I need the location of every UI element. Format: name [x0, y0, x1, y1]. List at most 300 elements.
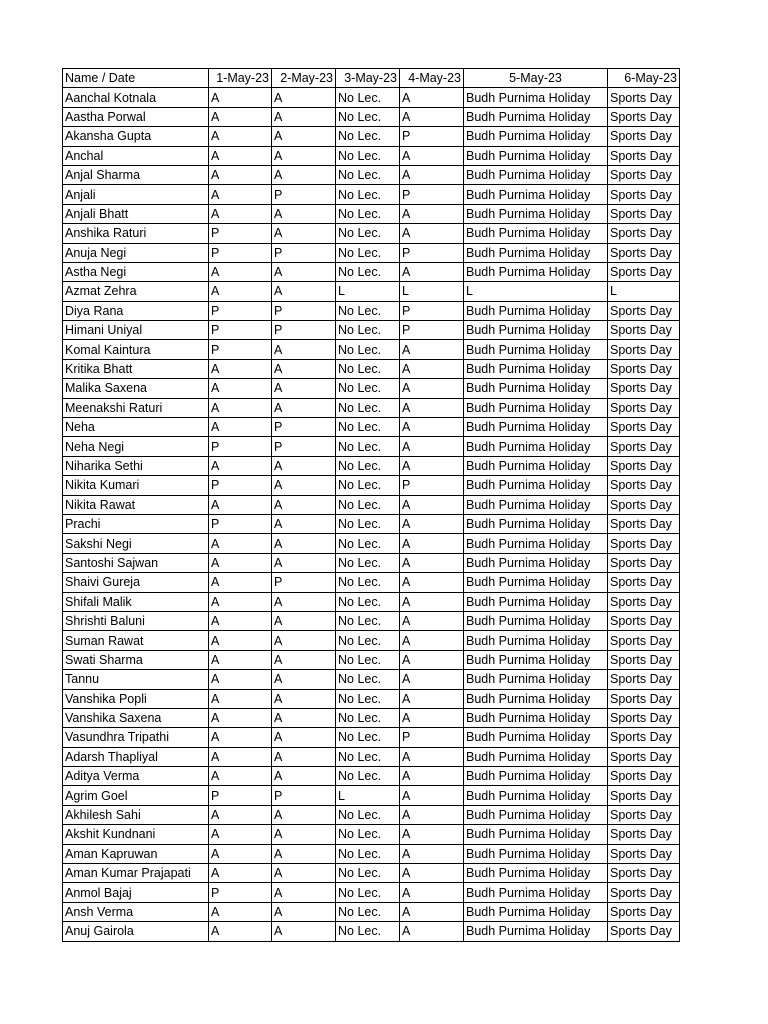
attendance-cell: No Lec. [336, 127, 400, 146]
attendance-cell: Budh Purnima Holiday [464, 650, 608, 669]
attendance-cell: No Lec. [336, 747, 400, 766]
attendance-cell: Sports Day [608, 418, 680, 437]
table-row [63, 321, 680, 340]
attendance-cell: Budh Purnima Holiday [464, 321, 608, 340]
table-row [63, 747, 680, 766]
table-row [63, 592, 680, 611]
attendance-cell: P [400, 127, 464, 146]
attendance-cell: Sports Day [608, 204, 680, 223]
attendance-cell: Sports Day [608, 825, 680, 844]
attendance-cell: A [400, 553, 464, 572]
attendance-cell: P [272, 185, 336, 204]
attendance-cell: Sports Day [608, 747, 680, 766]
attendance-cell: A [209, 418, 272, 437]
attendance-cell: A [209, 805, 272, 824]
attendance-cell: A [400, 883, 464, 902]
attendance-cell: A [272, 146, 336, 165]
attendance-cell: A [400, 418, 464, 437]
student-name-cell: Anshika Raturi [63, 224, 209, 243]
table-row [63, 88, 680, 107]
student-name-cell: Anchal [63, 146, 209, 165]
attendance-cell: A [209, 573, 272, 592]
attendance-cell: P [209, 883, 272, 902]
attendance-cell: A [209, 844, 272, 863]
attendance-cell: A [400, 437, 464, 456]
header-date: 5-May-23 [464, 69, 608, 88]
attendance-cell: A [272, 767, 336, 786]
attendance-cell: A [400, 902, 464, 921]
attendance-cell: No Lec. [336, 573, 400, 592]
table-row [63, 864, 680, 883]
attendance-cell: Budh Purnima Holiday [464, 262, 608, 281]
table-row [63, 224, 680, 243]
attendance-cell: P [400, 476, 464, 495]
attendance-cell: A [209, 670, 272, 689]
attendance-cell: Sports Day [608, 398, 680, 417]
attendance-cell: Sports Day [608, 514, 680, 533]
attendance-cell: No Lec. [336, 514, 400, 533]
attendance-cell: Budh Purnima Holiday [464, 301, 608, 320]
attendance-cell: No Lec. [336, 592, 400, 611]
attendance-cell: Budh Purnima Holiday [464, 728, 608, 747]
attendance-cell: P [209, 321, 272, 340]
student-name-cell: Azmat Zehra [63, 282, 209, 301]
table-row [63, 340, 680, 359]
attendance-cell: A [400, 456, 464, 475]
student-name-cell: Suman Rawat [63, 631, 209, 650]
attendance-cell: P [272, 301, 336, 320]
attendance-cell: A [400, 204, 464, 223]
attendance-cell: Sports Day [608, 650, 680, 669]
table-row [63, 611, 680, 630]
table-row [63, 728, 680, 747]
attendance-cell: Budh Purnima Holiday [464, 553, 608, 572]
attendance-cell: A [400, 534, 464, 553]
table-row [63, 573, 680, 592]
attendance-cell: Sports Day [608, 359, 680, 378]
attendance-cell: Sports Day [608, 185, 680, 204]
table-row [63, 883, 680, 902]
attendance-cell: P [272, 573, 336, 592]
attendance-cell: Sports Day [608, 805, 680, 824]
attendance-cell: A [400, 650, 464, 669]
attendance-cell: Budh Purnima Holiday [464, 670, 608, 689]
attendance-cell: Sports Day [608, 456, 680, 475]
header-date: 2-May-23 [272, 69, 336, 88]
attendance-cell: Sports Day [608, 611, 680, 630]
attendance-cell: P [400, 185, 464, 204]
attendance-cell: A [272, 902, 336, 921]
student-name-cell: Himani Uniyal [63, 321, 209, 340]
attendance-cell: A [272, 379, 336, 398]
student-name-cell: Malika Saxena [63, 379, 209, 398]
table-row [63, 165, 680, 184]
attendance-cell: Sports Day [608, 340, 680, 359]
attendance-cell: P [209, 301, 272, 320]
attendance-cell: A [400, 398, 464, 417]
attendance-cell: P [400, 728, 464, 747]
attendance-cell: Sports Day [608, 592, 680, 611]
attendance-cell: Budh Purnima Holiday [464, 883, 608, 902]
attendance-cell: Budh Purnima Holiday [464, 825, 608, 844]
attendance-cell: No Lec. [336, 418, 400, 437]
attendance-cell: Sports Day [608, 437, 680, 456]
attendance-cell: A [209, 146, 272, 165]
student-name-cell: Anuj Gairola [63, 922, 209, 941]
attendance-cell: No Lec. [336, 631, 400, 650]
attendance-cell: Sports Day [608, 631, 680, 650]
table-row [63, 902, 680, 921]
attendance-cell: A [272, 282, 336, 301]
table-row [63, 243, 680, 262]
attendance-cell: A [272, 611, 336, 630]
attendance-cell: P [209, 514, 272, 533]
attendance-cell: No Lec. [336, 825, 400, 844]
attendance-cell: Budh Purnima Holiday [464, 437, 608, 456]
attendance-cell: Sports Day [608, 379, 680, 398]
header-date: 6-May-23 [608, 69, 680, 88]
attendance-cell: Sports Day [608, 88, 680, 107]
attendance-cell: Sports Day [608, 127, 680, 146]
attendance-cell: No Lec. [336, 689, 400, 708]
attendance-cell: A [209, 825, 272, 844]
student-name-cell: Swati Sharma [63, 650, 209, 669]
attendance-cell: A [209, 398, 272, 417]
attendance-cell: Budh Purnima Holiday [464, 224, 608, 243]
attendance-cell: A [400, 107, 464, 126]
attendance-cell: A [400, 670, 464, 689]
attendance-cell: No Lec. [336, 534, 400, 553]
attendance-cell: Budh Purnima Holiday [464, 165, 608, 184]
attendance-cell: A [400, 514, 464, 533]
attendance-cell: No Lec. [336, 767, 400, 786]
attendance-cell: A [400, 825, 464, 844]
attendance-cell: A [272, 456, 336, 475]
attendance-cell: A [400, 631, 464, 650]
attendance-cell: Budh Purnima Holiday [464, 864, 608, 883]
attendance-table [62, 68, 680, 942]
attendance-cell: A [400, 88, 464, 107]
attendance-cell: A [209, 262, 272, 281]
attendance-cell: L [400, 282, 464, 301]
attendance-cell: A [272, 922, 336, 941]
attendance-cell: No Lec. [336, 262, 400, 281]
attendance-cell: A [400, 844, 464, 863]
attendance-cell: A [272, 650, 336, 669]
student-name-cell: Akshit Kundnani [63, 825, 209, 844]
attendance-cell: No Lec. [336, 728, 400, 747]
table-row [63, 127, 680, 146]
attendance-cell: A [272, 165, 336, 184]
attendance-cell: No Lec. [336, 398, 400, 417]
header-row [63, 69, 680, 88]
attendance-cell: Sports Day [608, 670, 680, 689]
attendance-cell: Budh Purnima Holiday [464, 747, 608, 766]
attendance-cell: A [209, 747, 272, 766]
header-date: 4-May-23 [400, 69, 464, 88]
attendance-cell: Sports Day [608, 573, 680, 592]
attendance-cell: A [400, 805, 464, 824]
attendance-cell: A [272, 476, 336, 495]
table-row [63, 786, 680, 805]
table-body [63, 88, 680, 941]
attendance-cell: A [272, 592, 336, 611]
attendance-cell: No Lec. [336, 883, 400, 902]
table-row [63, 844, 680, 863]
attendance-cell: P [272, 437, 336, 456]
student-name-cell: Astha Negi [63, 262, 209, 281]
attendance-cell: Sports Day [608, 864, 680, 883]
attendance-cell: A [209, 185, 272, 204]
attendance-cell: A [209, 534, 272, 553]
attendance-cell: No Lec. [336, 88, 400, 107]
attendance-cell: A [400, 786, 464, 805]
student-name-cell: Aastha Porwal [63, 107, 209, 126]
student-name-cell: Vanshika Popli [63, 689, 209, 708]
table-row [63, 379, 680, 398]
student-name-cell: Aman Kapruwan [63, 844, 209, 863]
attendance-cell: No Lec. [336, 107, 400, 126]
student-name-cell: Anjali [63, 185, 209, 204]
attendance-cell: A [400, 689, 464, 708]
attendance-cell: No Lec. [336, 379, 400, 398]
attendance-cell: A [272, 398, 336, 417]
attendance-cell: A [209, 107, 272, 126]
header-date: 3-May-23 [336, 69, 400, 88]
attendance-cell: Budh Purnima Holiday [464, 146, 608, 165]
attendance-cell: P [272, 243, 336, 262]
student-name-cell: Meenakshi Raturi [63, 398, 209, 417]
attendance-cell: A [272, 224, 336, 243]
attendance-cell: Sports Day [608, 476, 680, 495]
student-name-cell: Komal Kaintura [63, 340, 209, 359]
attendance-cell: Budh Purnima Holiday [464, 243, 608, 262]
table-row [63, 553, 680, 572]
attendance-cell: Sports Day [608, 708, 680, 727]
attendance-cell: A [400, 359, 464, 378]
attendance-cell: A [272, 553, 336, 572]
attendance-cell: No Lec. [336, 165, 400, 184]
attendance-cell: Budh Purnima Holiday [464, 204, 608, 223]
attendance-cell: No Lec. [336, 902, 400, 921]
attendance-cell: Budh Purnima Holiday [464, 573, 608, 592]
attendance-cell: A [272, 127, 336, 146]
student-name-cell: Adarsh Thapliyal [63, 747, 209, 766]
student-name-cell: Diya Rana [63, 301, 209, 320]
attendance-cell: L [336, 282, 400, 301]
attendance-cell: No Lec. [336, 204, 400, 223]
attendance-cell: A [400, 708, 464, 727]
student-name-cell: Neha Negi [63, 437, 209, 456]
attendance-cell: A [209, 650, 272, 669]
attendance-cell: Budh Purnima Holiday [464, 127, 608, 146]
attendance-cell: A [209, 592, 272, 611]
attendance-cell: Sports Day [608, 844, 680, 863]
attendance-cell: A [209, 379, 272, 398]
attendance-cell: No Lec. [336, 922, 400, 941]
table-row [63, 301, 680, 320]
attendance-cell: A [272, 204, 336, 223]
attendance-cell: A [400, 592, 464, 611]
attendance-cell: A [272, 107, 336, 126]
attendance-cell: A [272, 534, 336, 553]
table-row [63, 146, 680, 165]
attendance-cell: A [209, 553, 272, 572]
attendance-cell: A [272, 88, 336, 107]
table-row [63, 262, 680, 281]
attendance-cell: A [209, 204, 272, 223]
student-name-cell: Vasundhra Tripathi [63, 728, 209, 747]
attendance-cell: No Lec. [336, 495, 400, 514]
table-row [63, 107, 680, 126]
student-name-cell: Aman Kumar Prajapati [63, 864, 209, 883]
student-name-cell: Neha [63, 418, 209, 437]
student-name-cell: Ansh Verma [63, 902, 209, 921]
student-name-cell: Anjali Bhatt [63, 204, 209, 223]
attendance-cell: No Lec. [336, 864, 400, 883]
attendance-cell: Sports Day [608, 107, 680, 126]
attendance-cell: A [209, 127, 272, 146]
attendance-cell: Sports Day [608, 262, 680, 281]
attendance-cell: A [209, 767, 272, 786]
attendance-cell: A [209, 282, 272, 301]
attendance-cell: A [272, 670, 336, 689]
table-row [63, 495, 680, 514]
attendance-cell: A [272, 495, 336, 514]
attendance-cell: P [400, 301, 464, 320]
attendance-cell: No Lec. [336, 146, 400, 165]
student-name-cell: Prachi [63, 514, 209, 533]
student-name-cell: Tannu [63, 670, 209, 689]
attendance-cell: No Lec. [336, 243, 400, 262]
table-row [63, 282, 680, 301]
attendance-cell: A [209, 902, 272, 921]
attendance-cell: Sports Day [608, 728, 680, 747]
attendance-cell: A [209, 708, 272, 727]
attendance-cell: No Lec. [336, 185, 400, 204]
attendance-cell: Budh Purnima Holiday [464, 786, 608, 805]
attendance-cell: A [272, 747, 336, 766]
attendance-cell: Budh Purnima Holiday [464, 922, 608, 941]
attendance-cell: P [272, 786, 336, 805]
attendance-cell: Budh Purnima Holiday [464, 844, 608, 863]
table-row [63, 437, 680, 456]
attendance-cell: A [272, 805, 336, 824]
attendance-cell: Budh Purnima Holiday [464, 592, 608, 611]
attendance-cell: Sports Day [608, 165, 680, 184]
attendance-cell: Budh Purnima Holiday [464, 88, 608, 107]
attendance-cell: Sports Day [608, 553, 680, 572]
table-row [63, 805, 680, 824]
attendance-cell: No Lec. [336, 321, 400, 340]
student-name-cell: Santoshi Sajwan [63, 553, 209, 572]
attendance-cell: Sports Day [608, 902, 680, 921]
attendance-cell: A [272, 728, 336, 747]
attendance-cell: A [209, 359, 272, 378]
table-row [63, 534, 680, 553]
attendance-cell: No Lec. [336, 650, 400, 669]
student-name-cell: Agrim Goel [63, 786, 209, 805]
table-row [63, 456, 680, 475]
attendance-cell: A [209, 456, 272, 475]
attendance-cell: L [608, 282, 680, 301]
attendance-cell: A [400, 165, 464, 184]
attendance-cell: No Lec. [336, 805, 400, 824]
student-name-cell: Akansha Gupta [63, 127, 209, 146]
attendance-cell: No Lec. [336, 670, 400, 689]
attendance-cell: A [209, 611, 272, 630]
attendance-cell: A [272, 631, 336, 650]
attendance-cell: L [464, 282, 608, 301]
attendance-cell: A [209, 88, 272, 107]
table-row [63, 922, 680, 941]
student-name-cell: Anuja Negi [63, 243, 209, 262]
attendance-cell: Budh Purnima Holiday [464, 534, 608, 553]
attendance-cell: Sports Day [608, 534, 680, 553]
attendance-cell: Budh Purnima Holiday [464, 340, 608, 359]
attendance-cell: Budh Purnima Holiday [464, 379, 608, 398]
student-name-cell: Nikita Rawat [63, 495, 209, 514]
attendance-cell: A [272, 359, 336, 378]
attendance-cell: A [209, 864, 272, 883]
attendance-cell: Sports Day [608, 146, 680, 165]
attendance-cell: A [272, 883, 336, 902]
attendance-cell: Budh Purnima Holiday [464, 398, 608, 417]
student-name-cell: Aanchal Kotnala [63, 88, 209, 107]
attendance-cell: A [209, 922, 272, 941]
attendance-cell: P [209, 340, 272, 359]
student-name-cell: Shrishti Baluni [63, 611, 209, 630]
table-row [63, 514, 680, 533]
table-row [63, 418, 680, 437]
attendance-cell: P [272, 321, 336, 340]
attendance-cell: P [272, 418, 336, 437]
attendance-cell: A [272, 340, 336, 359]
student-name-cell: Vanshika Saxena [63, 708, 209, 727]
attendance-cell: Sports Day [608, 786, 680, 805]
attendance-cell: Sports Day [608, 243, 680, 262]
student-name-cell: Anjal Sharma [63, 165, 209, 184]
attendance-cell: Sports Day [608, 321, 680, 340]
attendance-cell: No Lec. [336, 553, 400, 572]
table-row [63, 767, 680, 786]
table-row [63, 689, 680, 708]
attendance-cell: Sports Day [608, 767, 680, 786]
header-name-date: Name / Date [63, 69, 209, 88]
student-name-cell: Sakshi Negi [63, 534, 209, 553]
attendance-cell: Sports Day [608, 922, 680, 941]
attendance-cell: Budh Purnima Holiday [464, 418, 608, 437]
attendance-cell: A [400, 611, 464, 630]
table-row [63, 204, 680, 223]
attendance-cell: Budh Purnima Holiday [464, 514, 608, 533]
student-name-cell: Niharika Sethi [63, 456, 209, 475]
attendance-cell: No Lec. [336, 359, 400, 378]
attendance-cell: A [400, 224, 464, 243]
attendance-cell: P [209, 476, 272, 495]
attendance-cell: A [400, 495, 464, 514]
attendance-cell: Sports Day [608, 495, 680, 514]
attendance-cell: P [400, 321, 464, 340]
attendance-cell: No Lec. [336, 437, 400, 456]
attendance-cell: No Lec. [336, 844, 400, 863]
attendance-cell: L [336, 786, 400, 805]
attendance-cell: Budh Purnima Holiday [464, 689, 608, 708]
attendance-cell: A [400, 922, 464, 941]
attendance-cell: A [209, 728, 272, 747]
attendance-cell: Budh Purnima Holiday [464, 902, 608, 921]
attendance-cell: No Lec. [336, 456, 400, 475]
